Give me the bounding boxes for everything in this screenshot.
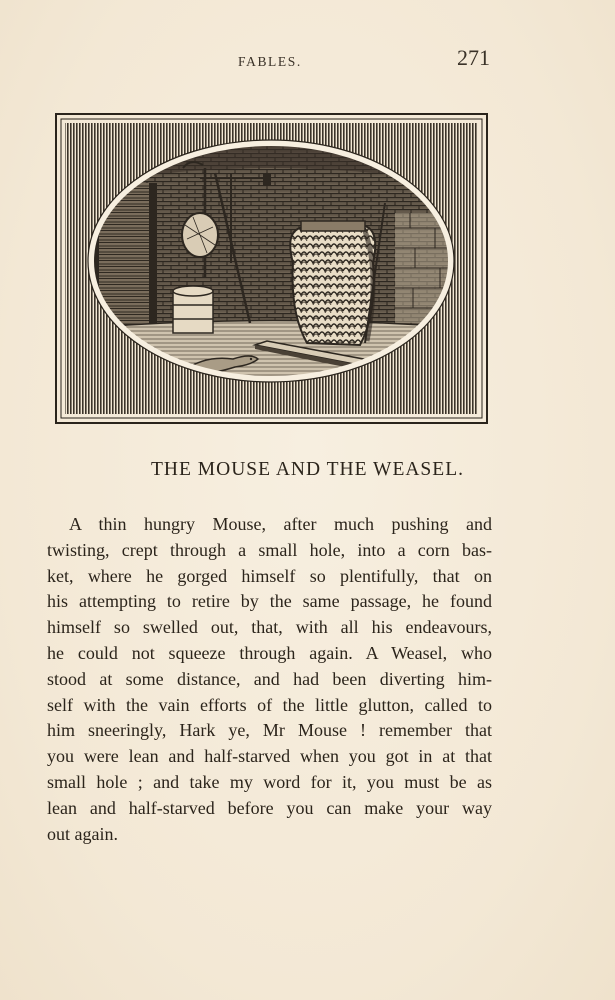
text-line: ket, where he gorged himself so plentifully, that on xyxy=(47,565,492,586)
text-line: out again. xyxy=(47,823,118,844)
text-line: you were lean and half-starved when you got in at that xyxy=(47,746,492,767)
text-line: his attempting to retire by the same passage, he found xyxy=(47,591,492,612)
text-line: himself so swelled out, that, with all his endeavours, xyxy=(47,617,492,638)
running-head: FABLES. xyxy=(238,54,302,69)
text-line: him sneeringly, Hark ye, Mr Mouse ! remember that xyxy=(47,720,492,741)
text-line: twisting, crept through a small hole, into a corn bas- xyxy=(47,539,492,560)
woodcut-illustration xyxy=(55,113,488,424)
fable-title: THE MOUSE AND THE WEASEL. xyxy=(151,459,464,480)
text-line: lean and half-starved before you can make your way xyxy=(47,797,492,818)
page-number: 271 xyxy=(457,45,490,70)
text-line: A thin hungry Mouse, after much pushing and xyxy=(69,514,492,534)
text-line: small hole ; and take my word for it, you must be as xyxy=(47,771,492,792)
text-line: stood at some distance, and had been diverting him- xyxy=(47,668,492,689)
text-line: self with the vain efforts of the little glutton, called to xyxy=(47,694,492,715)
fable-body xyxy=(47,512,492,847)
text-line: he could not squeeze through again. A Weasel, who xyxy=(47,642,492,663)
